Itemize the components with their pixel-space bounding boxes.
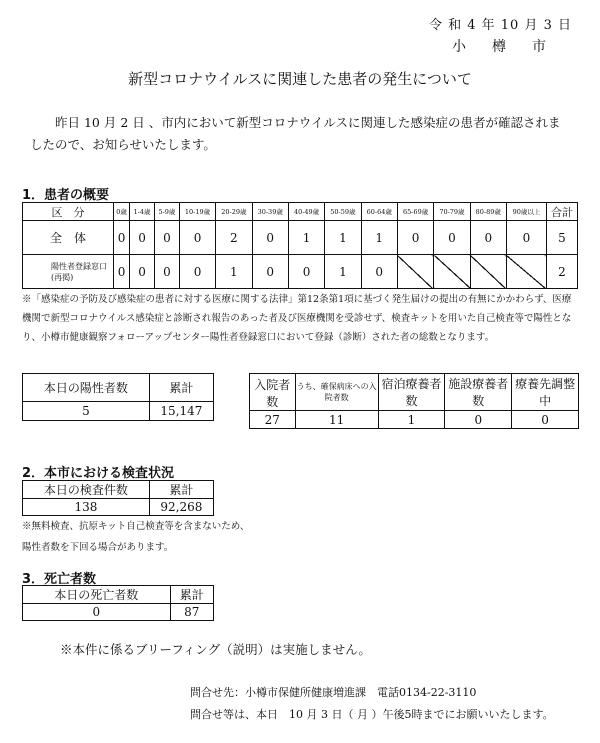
crossed-cell: [506, 255, 546, 289]
age-header: 0歳: [114, 203, 130, 221]
cell-value: 0: [397, 221, 433, 255]
cell-value: 2: [216, 221, 252, 255]
death-total-label: 累計: [170, 586, 213, 604]
inquiry-hours: 問合せ等は、本日 10 月 3 日（ 月 ）午後5時までにお願いいたします。: [190, 708, 554, 721]
cell-value: 1: [325, 221, 361, 255]
crossed-cell: [434, 255, 470, 289]
age-header: 30-39歳: [252, 203, 288, 221]
cell-value: 0: [154, 255, 179, 289]
section2-heading: 2．本市における検査状況: [22, 466, 175, 481]
positive-total-value: 15,147: [149, 402, 213, 421]
death-today-label: 本日の死亡者数: [23, 586, 171, 604]
cell-value: 0: [130, 255, 155, 289]
cell-value: 0: [179, 255, 215, 289]
row-total: 5: [547, 221, 578, 255]
cell-value: 0: [154, 221, 179, 255]
crossed-cell: [470, 255, 506, 289]
age-header: 65-69歳: [397, 203, 433, 221]
age-header: 50-59歳: [325, 203, 361, 221]
age-header: 20-29歳: [216, 203, 252, 221]
cell-value: 1: [216, 255, 252, 289]
hotel-value: 1: [378, 411, 445, 429]
positive-total-label: 累計: [149, 374, 213, 402]
cell-value: 0: [434, 221, 470, 255]
inpatient-label: 入院者数: [250, 374, 296, 411]
positive-today-value: 5: [23, 402, 150, 421]
age-header: 5-9歳: [154, 203, 179, 221]
cell-value: 1: [325, 255, 361, 289]
hotel-label: 宿泊療養者数: [378, 374, 445, 411]
cell-value: 0: [252, 255, 288, 289]
contact-info: 問合せ先：小樽市保健所健康増進課 電話0134-22-3110: [190, 686, 477, 699]
intro-paragraph: 昨日 10 月 2 日 、市内において新型コロナウイルスに関連した感染症の患者が確認されましたので、お知らせいたします。: [30, 115, 561, 152]
inpatient-value: 27: [250, 411, 296, 429]
section1-heading: 1．患者の概要: [22, 188, 110, 203]
cell-value: 0: [506, 221, 546, 255]
age-header: 70-79歳: [434, 203, 470, 221]
test-total-value: 92,268: [149, 499, 213, 516]
issuer: 小樽市: [452, 39, 572, 55]
document-date: 令 和 4 年 10 月 3 日: [428, 18, 572, 33]
death-table: [22, 585, 214, 621]
severe-value: 11: [295, 411, 378, 429]
facility-value: 0: [445, 411, 512, 429]
adjusting-value: 0: [512, 411, 579, 429]
adjusting-label: 療養先調整中: [512, 374, 579, 411]
age-header: 1-4歳: [130, 203, 155, 221]
patient-age-table: [22, 202, 578, 289]
cell-value: 0: [252, 221, 288, 255]
cell-value: 0: [179, 221, 215, 255]
table-row: [23, 255, 578, 289]
cell-value: 0: [114, 221, 130, 255]
page-title: 新型コロナウイルスに関連した患者の発生について: [128, 70, 472, 88]
death-today-value: 0: [23, 604, 171, 621]
status-table: [249, 373, 579, 429]
age-header: 80-89歳: [470, 203, 506, 221]
positive-table: [22, 373, 214, 421]
positive-today-label: 本日の陽性者数: [23, 374, 150, 402]
cell-value: 0: [114, 255, 130, 289]
facility-label: 施設療養者数: [445, 374, 512, 411]
age-header: 90歳以上: [506, 203, 546, 221]
table-row: [23, 221, 578, 255]
section2-note: ※無料検査、抗原キット自己検査等を含まないため、陽性者数を下回る場合があります。: [22, 521, 250, 553]
cell-value: 1: [361, 221, 397, 255]
test-total-label: 累計: [149, 481, 213, 499]
row-header: 区 分: [23, 203, 114, 221]
cell-value: 1: [288, 221, 324, 255]
row-label: 陽性者登録窓口(再掲): [23, 255, 114, 289]
test-today-value: 138: [23, 499, 150, 516]
death-total-value: 87: [170, 604, 213, 621]
age-header: 40-49歳: [288, 203, 324, 221]
cell-value: 0: [470, 221, 506, 255]
section3-heading: 3．死亡者数: [22, 572, 97, 587]
row-total: 2: [547, 255, 578, 289]
test-today-label: 本日の検査件数: [23, 481, 150, 499]
cell-value: 0: [130, 221, 155, 255]
row-label: 全 体: [23, 221, 114, 255]
table-header-row: [23, 203, 578, 221]
age-header: 60-64歳: [361, 203, 397, 221]
total-header: 合計: [547, 203, 578, 221]
cell-value: 0: [288, 255, 324, 289]
section1-note: ※「感染症の予防及び感染症の患者に対する医療に関する法律」第12条第1項に基づく発生届けの提出の有無にかかわらず、医療機関で新型コロナウイルス感染症と診断され報告のあった者及び医療機関を受診せず、検査キットを用いた自己検査等で陽性となり、小樽市健康観察フォローアップセンター陽性者登録窓口において登録（診断）された者の総数となります。: [22, 294, 572, 343]
age-header: 10-19歳: [179, 203, 215, 221]
cell-value: 0: [361, 255, 397, 289]
test-table: [22, 480, 214, 516]
severe-label: うち、確保病床への入院者数: [295, 374, 378, 411]
briefing-note: ※本件に係るブリーフィング（説明）は実施しません。: [60, 642, 371, 657]
crossed-cell: [397, 255, 433, 289]
